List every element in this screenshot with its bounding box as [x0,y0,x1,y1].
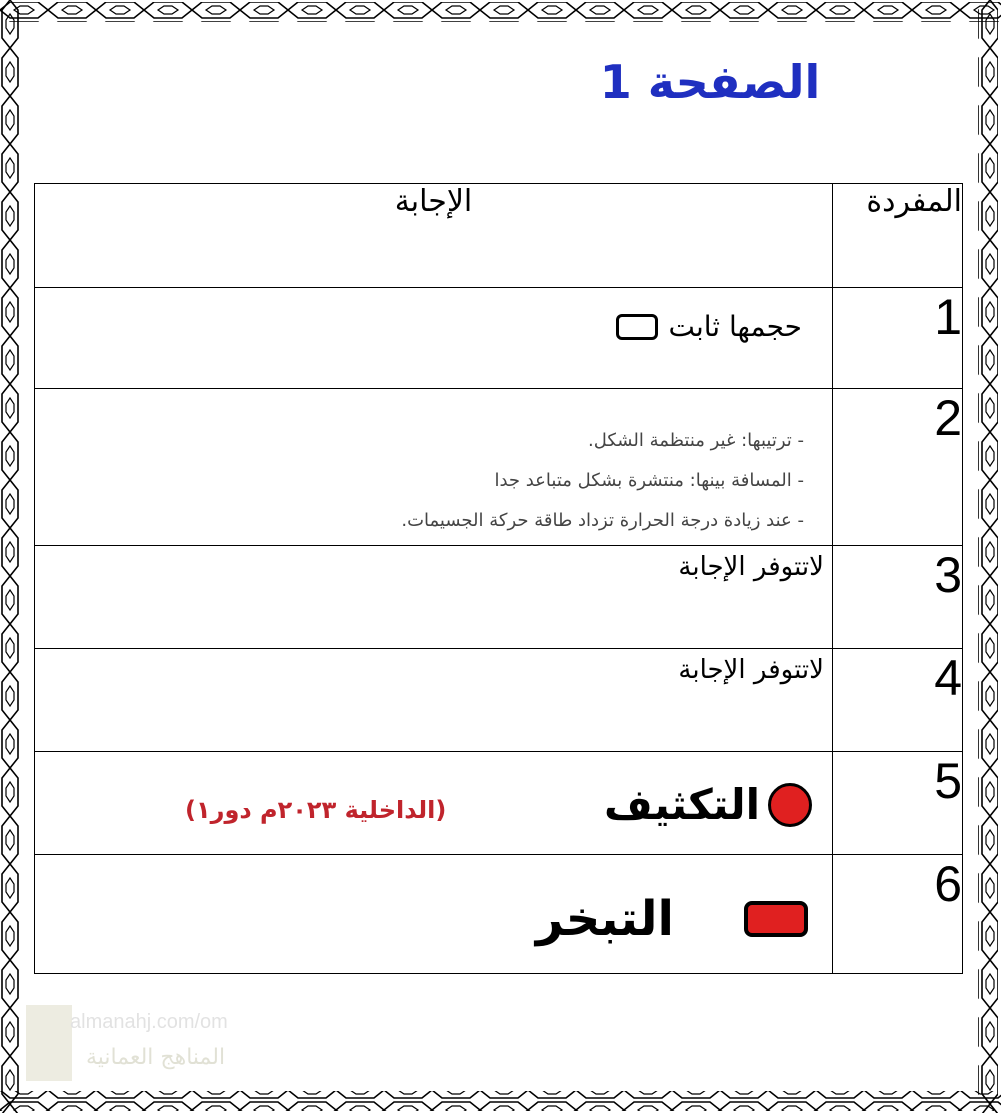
table-row [35,752,963,855]
item-number: 6 [833,855,963,974]
item-number: 4 [833,649,963,752]
table-row [35,546,963,649]
red-circle-icon [768,783,812,827]
answer-text: حجمها ثابت [668,310,802,343]
header-answer: الإجابة [35,184,833,288]
table-row [35,389,963,546]
page-title: الصفحة 1 [599,55,821,109]
answer-line: - عند زيادة درجة الحرارة تزداد طاقة حركة الجسيمات. [401,510,804,531]
item-number: 2 [833,389,963,546]
table-header-row [35,184,963,288]
answer-text: التبخر [535,891,674,947]
item-number: 5 [833,752,963,855]
answer-line: - المسافة بينها: منتشرة بشكل متباعد جدا [494,470,804,491]
item-number: 3 [833,546,963,649]
table-row [35,855,963,974]
answer-cell [35,855,833,974]
rectangle-outline-icon [616,314,658,340]
item-number: 1 [833,288,963,389]
watermark-logo [26,1005,72,1081]
source-note: (الداخلية ٢٠٢٣م دور١) [185,796,447,824]
answer-cell [35,649,833,752]
answer-cell [35,288,833,389]
watermark-name: المناهج العمانية [86,1045,226,1070]
watermark-url: almanahj.com/om [70,1011,228,1033]
answer-cell [35,389,833,546]
header-item-number: المفردة [833,184,963,288]
watermark [26,1005,246,1085]
answer-text: لاتتوفر الإجابة [678,655,824,685]
answer-text: لاتتوفر الإجابة [678,552,824,582]
table-row [35,649,963,752]
red-rectangle-icon [744,901,808,937]
answer-cell [35,546,833,649]
answer-line: - ترتيبها: غير منتظمة الشكل. [588,430,804,451]
table-row [35,288,963,389]
answers-table [34,183,963,974]
answer-cell [35,752,833,855]
answer-text: التكثيف [603,780,760,829]
